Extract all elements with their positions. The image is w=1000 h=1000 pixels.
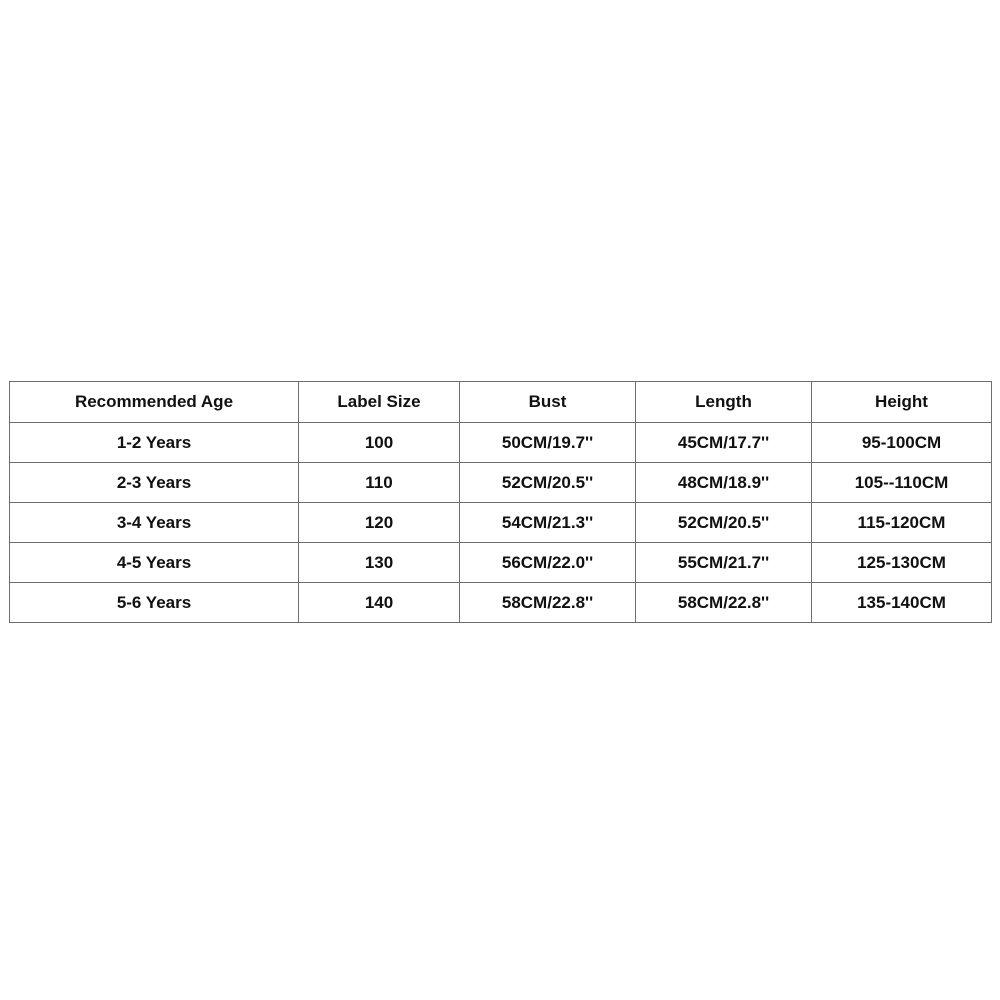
- cell-length: 52CM/20.5'': [636, 503, 812, 543]
- header-label-size: Label Size: [299, 382, 460, 423]
- header-length: Length: [636, 382, 812, 423]
- cell-label-size: 130: [299, 543, 460, 583]
- cell-height: 115-120CM: [812, 503, 992, 543]
- cell-age: 2-3 Years: [10, 463, 299, 503]
- cell-length: 58CM/22.8'': [636, 583, 812, 623]
- table-header-row: [10, 382, 992, 423]
- header-height: Height: [812, 382, 992, 423]
- table-row: [10, 423, 992, 463]
- cell-length: 48CM/18.9'': [636, 463, 812, 503]
- cell-label-size: 100: [299, 423, 460, 463]
- cell-age: 3-4 Years: [10, 503, 299, 543]
- cell-label-size: 120: [299, 503, 460, 543]
- header-bust: Bust: [460, 382, 636, 423]
- table-row: [10, 543, 992, 583]
- table-row: [10, 583, 992, 623]
- cell-bust: 58CM/22.8'': [460, 583, 636, 623]
- cell-height: 95-100CM: [812, 423, 992, 463]
- cell-age: 4-5 Years: [10, 543, 299, 583]
- cell-length: 55CM/21.7'': [636, 543, 812, 583]
- cell-bust: 52CM/20.5'': [460, 463, 636, 503]
- cell-label-size: 140: [299, 583, 460, 623]
- size-chart-table: [9, 381, 992, 623]
- cell-bust: 50CM/19.7'': [460, 423, 636, 463]
- table-row: [10, 503, 992, 543]
- cell-length: 45CM/17.7'': [636, 423, 812, 463]
- cell-age: 1-2 Years: [10, 423, 299, 463]
- header-recommended-age: Recommended Age: [10, 382, 299, 423]
- cell-label-size: 110: [299, 463, 460, 503]
- cell-bust: 56CM/22.0'': [460, 543, 636, 583]
- table-row: [10, 463, 992, 503]
- cell-height: 135-140CM: [812, 583, 992, 623]
- cell-height: 125-130CM: [812, 543, 992, 583]
- cell-bust: 54CM/21.3'': [460, 503, 636, 543]
- cell-age: 5-6 Years: [10, 583, 299, 623]
- cell-height: 105--110CM: [812, 463, 992, 503]
